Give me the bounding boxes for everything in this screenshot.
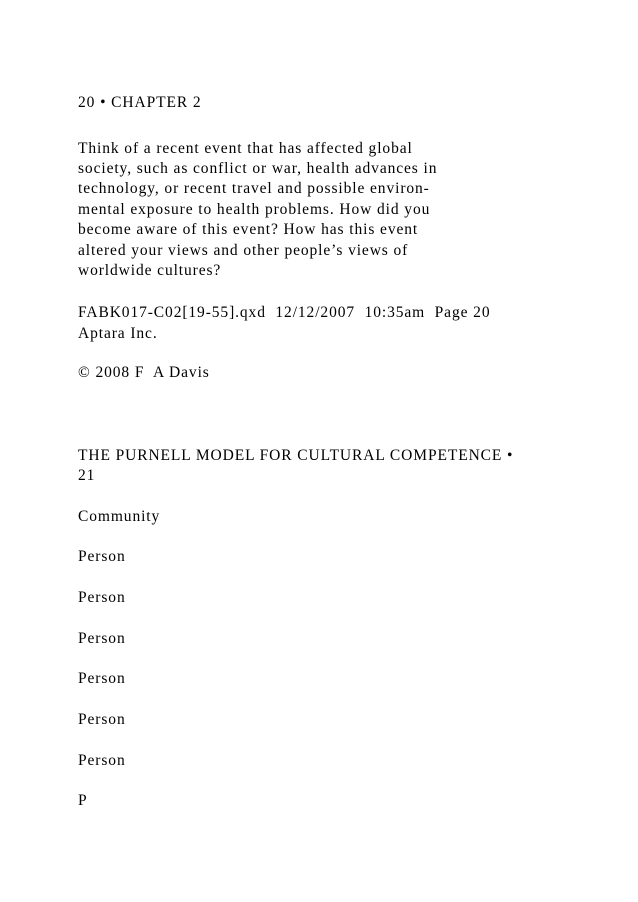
label-person: Person [78, 548, 126, 565]
question-line: mental exposure to health problems. How did you [78, 201, 431, 218]
label-community: Community [78, 508, 161, 525]
question-line: worldwide cultures? [78, 262, 222, 279]
file-info: FABK017-C02[19-55].qxd 12/12/2007 10:35am Page 20 [78, 304, 491, 321]
label-person: Person [78, 711, 126, 728]
question-line: altered your views and other people’s views of [78, 242, 409, 259]
page-number: 21 [78, 467, 96, 484]
question-line: technology, or recent travel and possible environ- [78, 180, 430, 197]
label-person: Person [78, 752, 126, 769]
question-line: Think of a recent event that has affected global [78, 140, 413, 157]
running-header: THE PURNELL MODEL FOR CULTURAL COMPETENCE • [78, 447, 514, 464]
question-line: become aware of this event? How has this event [78, 221, 419, 238]
copyright-notice: © 2008 F A Davis [78, 364, 210, 381]
label-person: Person [78, 589, 126, 606]
question-line: society, such as conflict or war, health advances in [78, 160, 438, 177]
label-person: Person [78, 670, 126, 687]
publisher-name: Aptara Inc. [78, 325, 158, 342]
label-person: Person [78, 630, 126, 647]
label-truncated: P [78, 792, 88, 809]
chapter-header: 20 • CHAPTER 2 [78, 94, 202, 111]
